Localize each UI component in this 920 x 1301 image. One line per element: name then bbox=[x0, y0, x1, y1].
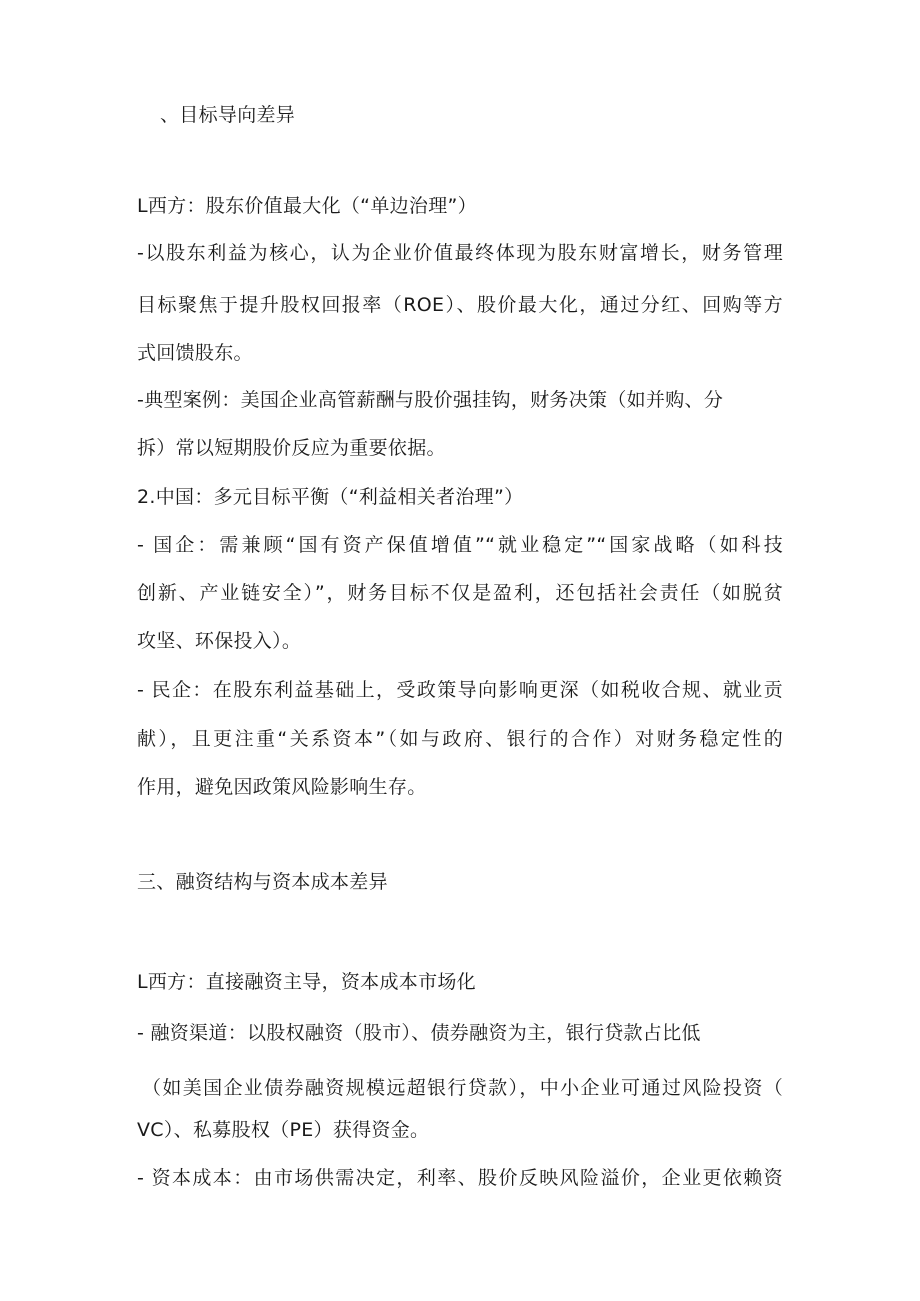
china-soe-line1: - 国企：需兼顾“国有资产保值增值”“就业稳定”“国家战略（如科技 bbox=[137, 534, 783, 556]
china-soe-line3: 攻坚、环保投入）。 bbox=[137, 630, 302, 652]
financing-channels-line1: - 融资渠道：以股权融资（股市）、债券融资为主，银行贷款占比低 bbox=[137, 1022, 701, 1044]
china-subheading: 2.中国：多元目标平衡（“利益相关者治理”） bbox=[137, 486, 524, 508]
west-subheading: L西方：股东价值最大化（“单边治理”） bbox=[137, 195, 477, 217]
west-point1-line2: 目标聚焦于提升股权回报率（ROE）、股价最大化，通过分红、回购等方 bbox=[137, 294, 783, 316]
west-point2-line2: 拆）常以短期股价反应为重要依据。 bbox=[137, 437, 446, 459]
section-heading-goal-orientation: 、目标导向差异 bbox=[160, 104, 296, 126]
china-private-line2: 献），且更注重“关系资本”（如与政府、银行的合作）对财务稳定性的 bbox=[137, 728, 783, 750]
china-soe-line2: 创新、产业链安全）”，财务目标不仅是盈利，还包括社会责任（如脱贫 bbox=[137, 582, 783, 604]
west-point1-line3: 式回馈股东。 bbox=[137, 342, 253, 364]
west-point2-line1: -典型案例：美国企业高管薪酬与股价强挂钩，财务决策（如并购、分 bbox=[137, 389, 724, 411]
financing-channels-line2: （如美国企业债券融资规模远超银行贷款），中小企业可通过风险投资（ bbox=[142, 1077, 783, 1099]
china-private-line3: 作用，避免因政策风险影响生存。 bbox=[137, 776, 427, 798]
west-financing-subheading: L西方：直接融资主导，资本成本市场化 bbox=[137, 971, 476, 993]
section-heading-financing-structure: 三、融资结构与资本成本差异 bbox=[137, 871, 388, 893]
capital-cost-line1: - 资本成本：由市场供需决定，利率、股价反映风险溢价，企业更依赖资 bbox=[137, 1167, 783, 1189]
financing-channels-line3: VC）、私募股权（PE）获得资金。 bbox=[137, 1119, 430, 1141]
china-private-line1: - 民企：在股东利益基础上，受政策导向影响更深（如税收合规、就业贡 bbox=[137, 679, 783, 701]
west-point1-line1: -以股东利益为核心，认为企业价值最终体现为股东财富增长，财务管理 bbox=[137, 242, 783, 264]
